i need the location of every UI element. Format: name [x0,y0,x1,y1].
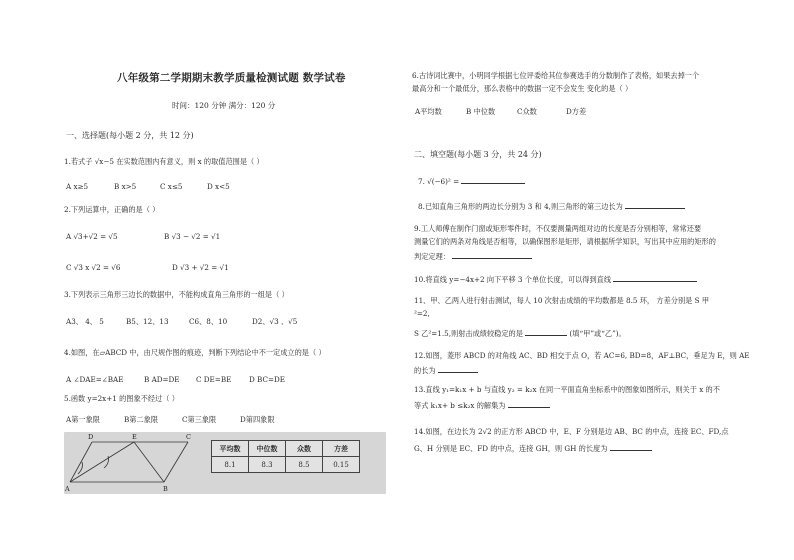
point-label-d: D [88,433,94,441]
question-14-text: G、H 分别是 EC、FD 的中点，连接 GH，则 GH 的长度为 [414,444,608,453]
answer-blank-9[interactable] [452,251,532,259]
question-12-text: 的长为 [414,366,436,375]
question-9-text: 判定定理： [414,252,450,261]
table-value-variance: 0.15 [323,457,360,473]
q6-option-a: A平均数 [415,107,442,116]
time-info: 时间：120 分钟 满分：120 分 [172,101,276,110]
answer-blank-8[interactable] [625,201,685,209]
answer-blank-14[interactable] [610,443,652,451]
question-3: 3.下列表示三角形三边长的数据中，不能构成直角三角形的一组是（ ） [64,290,289,299]
q1-option-d: D x<5 [207,182,230,191]
question-12-line1: 12.如图，菱形 ABCD 的对角线 AC、BD 相交于点 O，若 AC=6, BD=8，AF⊥BC，垂足为 E，则 AE [414,351,750,360]
q5-option-b: B第二象限 [124,415,159,424]
table-value-mean: 8.1 [212,457,249,473]
q5-option-a: A第一象限 [66,415,100,424]
table-value-mode: 8.5 [286,457,323,473]
section-heading-fill: 二、填空题(每小题 3 分，共 24 分) [414,150,542,159]
q5-option-d: D第四象限 [240,415,275,424]
q4-option-b: B AD=DE [144,375,180,384]
question-14-line2 [414,443,652,453]
q3-option-c: C6、8、10 [189,317,228,326]
q1-option-c: C x≤5 [160,182,183,191]
question-11-line3 [414,328,626,338]
q2-option-d: D √3 + √2 = √1 [172,263,229,272]
q3-option-b: B5、12、13 [126,317,169,326]
table-header-mode: 众数 [286,441,323,457]
answer-blank-11[interactable] [525,328,567,336]
question-10-text: 10.将直线 y=−4x+2 向下平移 3 个单位长度，可以得到直线 [414,275,612,284]
section-heading-choice: 一、选择题(每小题 2 分，共 12 分) [66,131,194,140]
question-7-text: 7. √(−6)² = [418,177,460,186]
point-label-e: E [132,433,137,441]
question-13-line1: 13.直线 y₁=k₁x + b 与直线 y₂ = k₂x 在同一平面直角坐标系中的图象如图所示，则关于 x 的不 [414,385,720,394]
q4-option-d: D BC=DE [249,375,285,384]
question-9-line2: 测量它们的两条对角线是否相等，以确保图形是矩形，请根据所学知识，写出其中应用的矩形的 [414,237,716,246]
answer-blank-12[interactable] [438,365,478,373]
q1-option-b: B x>5 [114,182,137,191]
q2-option-a: A √3+√2 = √5 [66,232,118,241]
q2-option-c: C √3 x √2 = √6 [66,263,121,272]
q3-option-d: D2、√3 、√5 [252,317,298,326]
question-7 [418,176,525,186]
question-11-line2: ²=2, [414,309,430,318]
construction-arc-2 [104,456,109,468]
segment-eb [134,442,164,482]
table-header-mean: 平均数 [212,441,249,457]
figure-strip [64,432,386,494]
score-table [211,440,360,473]
table-header-variance: 方差 [323,441,360,457]
question-4: 4.如图，在▱ABCD 中，由尺规作图的痕迹，判断下列结论中不一定成立的是（ ） [64,348,326,357]
parallelogram-figure [64,432,204,494]
point-label-c: C [186,433,191,441]
table-value-median: 8.3 [249,457,286,473]
question-9-line1: 9.工人师傅在制作门窗或矩形零件时，不仅要测量两组对边的长度是否分别相等，常常还要 [414,224,702,233]
question-10 [414,274,697,284]
q6-option-c: C众数 [517,107,537,116]
question-12-line2 [414,365,478,375]
bisector-ae [70,442,134,482]
question-8-text: 8.已知直角三角形的两边长分别为 3 和 4,则三角形的第三边长为 [418,202,623,211]
answer-blank-7[interactable] [461,176,525,184]
question-14-line1: 14.如图，在边长为 2√2 的正方形 ABCD 中，E、F 分别是边 AB、BC 的中点，连接 EC、FD,点 [414,427,729,436]
question-2: 2.下列运算中，正确的是（ ） [64,205,160,214]
answer-blank-10[interactable] [613,274,697,282]
q4-option-a: A ∠DAE=∠BAE [66,375,124,384]
question-1: 1.若式子 √x−5 在实数范围内有意义，则 x 的取值范围是（ ） [64,157,264,166]
table-header-median: 中位数 [249,441,286,457]
side-cb [164,442,188,482]
side-ad [70,442,92,482]
question-5: 5.函数 y=2x+1 的图象不经过（ ） [64,394,179,403]
point-label-a: A [65,485,70,493]
point-label-b: B [163,485,168,493]
exam-title: 八年级第二学期期末教学质量检测试题 数学试卷 [117,72,346,84]
question-11-tail: (填“甲”或“乙”)。 [569,329,626,338]
question-13-text: 等式 k₁x+ b ≤k₂x 的解集为 [414,401,506,410]
question-13-line2 [414,400,550,410]
q4-option-c: C DE=BE [196,375,232,384]
q2-option-b: B √3 − √2 = √1 [164,232,221,241]
q5-option-c: C第三象限 [182,415,217,424]
question-8 [418,201,685,211]
question-6-line1: 6.古诗词比赛中，小明同学根据七位评委给其位参赛选手的分数制作了表格，如果去掉一个 [412,71,700,80]
q6-option-b: B 中位数 [466,107,496,116]
question-11-text: S 乙²=1.5,则射击成绩较稳定的是 [414,329,523,338]
question-9-line3 [414,251,532,261]
question-6-line2: 最高分和一个最低分，那么表格中的数据一定不会发生 变化的是（ ） [412,84,633,93]
question-11-line1: 11、甲、乙两人进行射击测试，每人 10 次射击成绩的平均数都是 8.5 环， 方差分别是 S 甲 [414,296,710,305]
q1-option-a: A x≥5 [66,182,89,191]
q3-option-a: A3、 4、 5 [66,317,104,326]
answer-blank-13[interactable] [508,400,550,408]
q6-option-d: D方差 [566,107,587,116]
